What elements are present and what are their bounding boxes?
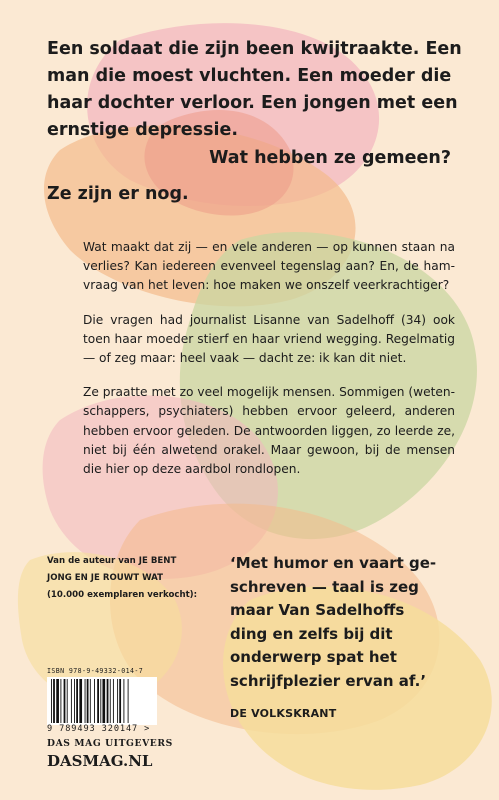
headline-line: ernstige depressie. (47, 120, 238, 140)
press-quote-line: schreven — taal is zeg (230, 577, 419, 596)
barcode-bar (87, 679, 89, 723)
isbn-barcode (47, 667, 157, 737)
barcode-bar (107, 679, 109, 723)
press-quote-line: ‘Met humor en vaart ge- (230, 554, 437, 572)
blurb-paragraph: Die vragen had journalist Lisanne van Sadelhoff (34) ook toen haar moeder stierf en haar vriend wegging. Regelmatig — of zeg maar: heel vaak — dacht ze: ik kan dit niet. (83, 312, 455, 366)
barcode-bar (60, 679, 61, 723)
blurb-body (83, 238, 455, 494)
barcode-bar (119, 679, 121, 723)
author-note-line: JONG EN JE ROUWT WAT (47, 573, 164, 583)
isbn-digits: 9 789493 320147 > (47, 724, 151, 734)
press-quote-line: maar Van Sadelhoffs (230, 601, 405, 619)
author-note-line: (10.000 exemplaren verkocht): (47, 590, 198, 600)
barcode-bar (76, 679, 78, 723)
question-text: Wat hebben ze gemeen? (209, 148, 451, 168)
author-note-line: Van de auteur van JE BENT (47, 556, 177, 566)
barcode-bar (110, 679, 111, 723)
barcode-bars (47, 677, 157, 725)
barcode-bar (64, 679, 66, 723)
author-note (47, 553, 222, 604)
barcode-bar (79, 679, 82, 723)
barcode-bar (85, 679, 86, 723)
barcode-bar (51, 679, 52, 723)
headline-line: haar dochter verloor. Een jongen met een (47, 93, 458, 113)
answer-text: Ze zijn er nog. (47, 184, 189, 204)
barcode-bar (71, 679, 72, 723)
barcode-bar (67, 679, 68, 723)
press-quote (230, 552, 455, 693)
barcode-bar (90, 679, 91, 723)
headline-line: man die moest vluchten. Een moeder die (47, 66, 452, 86)
barcode-bar (94, 679, 95, 723)
publisher-name: DAS MAG UITGEVERS (47, 738, 173, 749)
barcode-bar (123, 679, 124, 723)
headline (47, 36, 467, 144)
barcode-bar (102, 679, 105, 723)
barcode-bar (117, 679, 118, 723)
press-quote-line: schrijfplezier ervan af.’ (230, 671, 427, 690)
publisher-website: DASMAG.NL (47, 752, 153, 770)
barcode-bar (100, 679, 101, 723)
barcode-bar (113, 679, 114, 723)
headline-line: Een soldaat die zijn been kwijtraakte. Een (47, 39, 462, 59)
press-quote-line: ding en zelfs bij dit (230, 624, 393, 643)
barcode-bar (97, 679, 99, 723)
quote-source: DE VOLKSKRANT (230, 707, 337, 720)
barcode-bar (56, 679, 59, 723)
barcode-bar (53, 679, 55, 723)
blurb-paragraph: Ze praatte met zo veel mogelijk mensen. Sommigen (wetenschappers, psychiaters) hebben ervoor geleerd, anderen hebben ervoor geleden. De antwoorden liggen, zo leerde ze, niet bij één alwetend orakel. Maar gewoon, bij de mensen die hier op deze aardbol rondlopen. (83, 385, 455, 477)
blurb-paragraph: Wat maakt dat zij — en vele anderen — op kunnen staan na verlies? Kan iedereen evenveel tegenslag aan? En, de hamvraag van het leven: hoe maken we onszelf veerkrachtiger? (83, 240, 455, 293)
isbn-label: ISBN 978-9-49332-014-7 (47, 667, 144, 675)
barcode-bar (74, 679, 75, 723)
barcode-bar (128, 679, 129, 723)
press-quote-line: onderwerp spat het (230, 648, 397, 666)
